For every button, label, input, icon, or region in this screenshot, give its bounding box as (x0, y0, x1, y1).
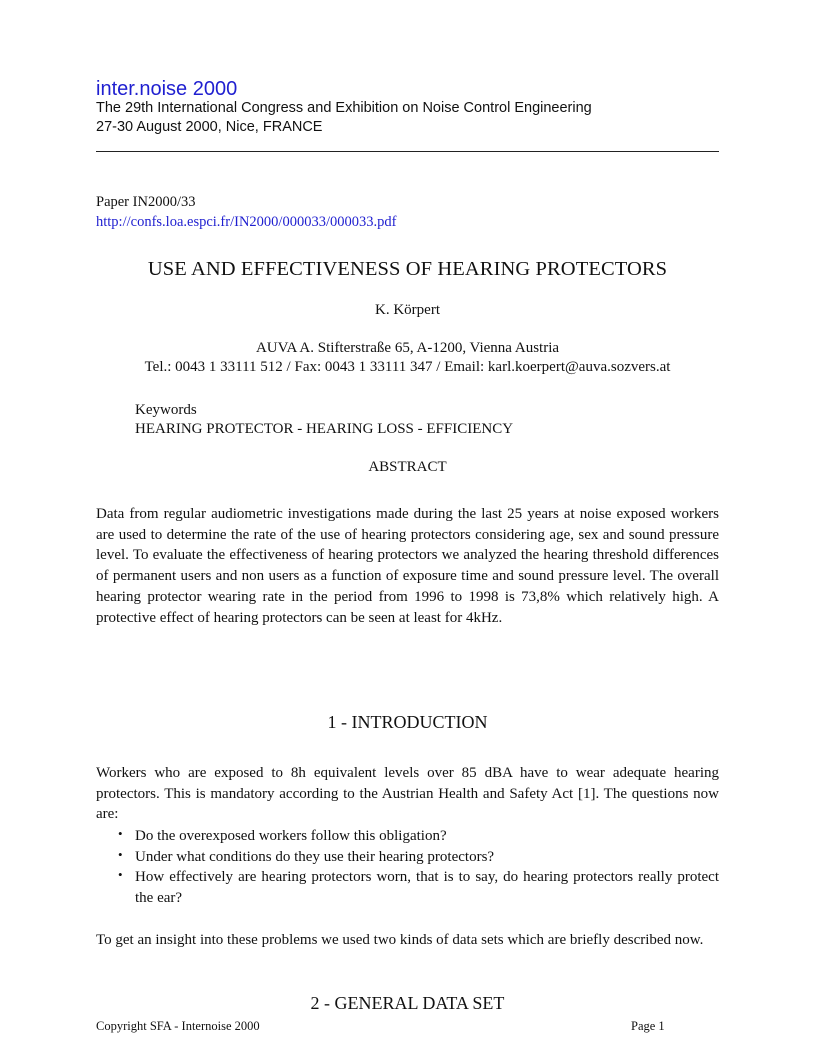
date-location: 27-30 August 2000, Nice, FRANCE (96, 119, 323, 135)
abstract-text: Data from regular audiometric investigations made during the last 25 years at noise exposed workers are used to determine the rate of the use of hearing protectors considering age, sex and sound pressure level. To evaluate the effectiveness of hearing protectors we analyzed the hearing threshold differences of permanent users and non users as a function of exposure time and sound pressure level. The overall hearing protector wearing rate in the period from 1996 to 1998 is 73,8% which relatively high. A protective effect of hearing protectors can be seen at least for 4kHz. (96, 506, 719, 626)
introduction-paragraph: Workers who are exposed to 8h equivalent levels over 85 dBA have to wear adequate hearing protectors. This is mandatory according to the Austrian Health and Safety Act [1]. The questions now are: (96, 765, 719, 823)
question-text: Do the overexposed workers follow this obligation? (135, 828, 447, 844)
section-heading-general-data-set: 2 - GENERAL DATA SET (310, 993, 505, 1013)
header-divider (96, 151, 719, 152)
section-heading-introduction: 1 - INTRODUCTION (327, 712, 488, 732)
bullet-icon: • (118, 867, 123, 883)
conference-name: inter.noise 2000 (96, 78, 238, 100)
footer-copyright: Copyright SFA - Internoise 2000 (96, 1019, 260, 1033)
question-text: How effectively are hearing protectors worn, that is to say, do hearing protectors really protect the ear? (135, 869, 719, 907)
list-item (96, 867, 719, 908)
affiliation-address: AUVA A. Stifterstraße 65, A-1200, Vienna Austria (255, 340, 560, 356)
paper-url-link[interactable]: http://confs.loa.espci.fr/IN2000/000033/000033.pdf (96, 214, 397, 230)
keywords-label: Keywords (135, 402, 197, 418)
footer-page-number: Page 1 (631, 1019, 665, 1033)
list-item (96, 847, 719, 868)
congress-line: The 29th International Congress and Exhibition on Noise Control Engineering (96, 100, 592, 116)
introduction-paragraph-2: To get an insight into these problems we used two kinds of data sets which are briefly described now. (96, 932, 704, 948)
affiliation-contact: Tel.: 0043 1 33111 512 / Fax: 0043 1 33111 347 / Email: karl.koerpert@auva.sozvers.at (144, 359, 671, 375)
paper-title: USE AND EFFECTIVENESS OF HEARING PROTECTORS (147, 258, 668, 280)
question-text: Under what conditions do they use their hearing protectors? (135, 848, 495, 865)
question-list (96, 826, 719, 909)
keywords-text: HEARING PROTECTOR - HEARING LOSS - EFFICIENCY (135, 421, 514, 437)
abstract-heading: ABSTRACT (368, 459, 447, 475)
list-item (96, 826, 719, 847)
bullet-icon: • (118, 846, 123, 862)
paper-id: Paper IN2000/33 (96, 194, 196, 210)
bullet-icon: • (118, 826, 123, 841)
author-name: K. Körpert (375, 302, 440, 318)
